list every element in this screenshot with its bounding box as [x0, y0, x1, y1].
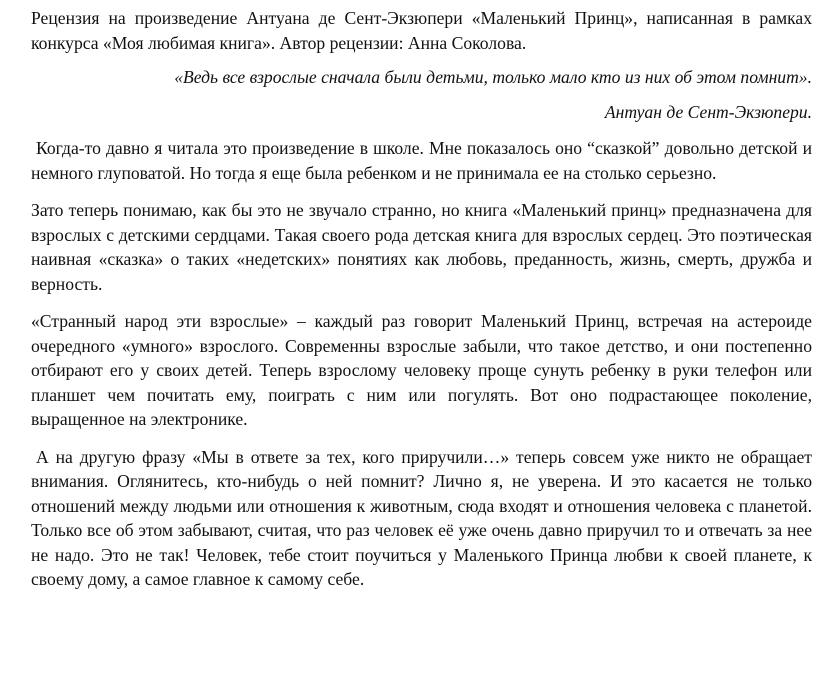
epigraph-quote: «Ведь все взрослые сначала были детьми, только мало кто из них об этом помнит».: [174, 67, 812, 87]
paragraph-4: А на другую фразу «Мы в ответе за тех, кого приручили…» теперь совсем уже никто не обращает внимания. Оглянитесь, кто-нибудь о ней помнит? Лично я, не уверена. И это касается не только отношений между людьми или отношения к животным, сюда входят и отношения человека с планетой. Только все об этом забывают, считая, что раз человек её уже очень давно приручил то и отвечать за нее не надо. Это не так! Человек, тебе стоит поучиться у Маленького Принца любви к своей планете, к своему дому, а самое главное к самому себе.: [31, 446, 812, 589]
paragraph-1: Когда-то давно я читала это произведение в школе. Мне показалось оно “сказкой” довольно детской и немного глуповатой. Но тогда я еще была ребенком и не принимала ее на столько серьезно.: [31, 138, 812, 183]
paragraph-2: Зато теперь понимаю, как бы это не звучало странно, но книга «Маленький принц» предназначена для взрослых с детскими сердцами. Такая своего рода детская книга для взрослых сердец. Это поэтическая наивная «сказка» о таких «недетских» понятиях как любовь, преданность, жизнь, смерть, дружба и верность.: [31, 200, 812, 294]
paragraph-3: «Странный народ эти взрослые» – каждый раз говорит Маленький Принц, встречая на астероиде очередного «умного» взрослого. Современны взрослые забыли, что такое детство, и они постепенно отбирают его у своих детей. Теперь взрослому человеку проще сунуть ребенку в руки телефон или планшет чем почитать ему, поиграть с ним или погулять. Вот оно подрастающее поколение, выращенное на электронике.: [31, 311, 812, 429]
review-intro: Рецензия на произведение Антуана де Сент-Экзюпери «Маленький Принц», написанная в рамках конкурса «Моя любимая книга». Автор рецензии: Анна Соколова.: [31, 8, 812, 53]
epigraph-author: Антуан де Сент-Экзюпери.: [604, 101, 812, 122]
